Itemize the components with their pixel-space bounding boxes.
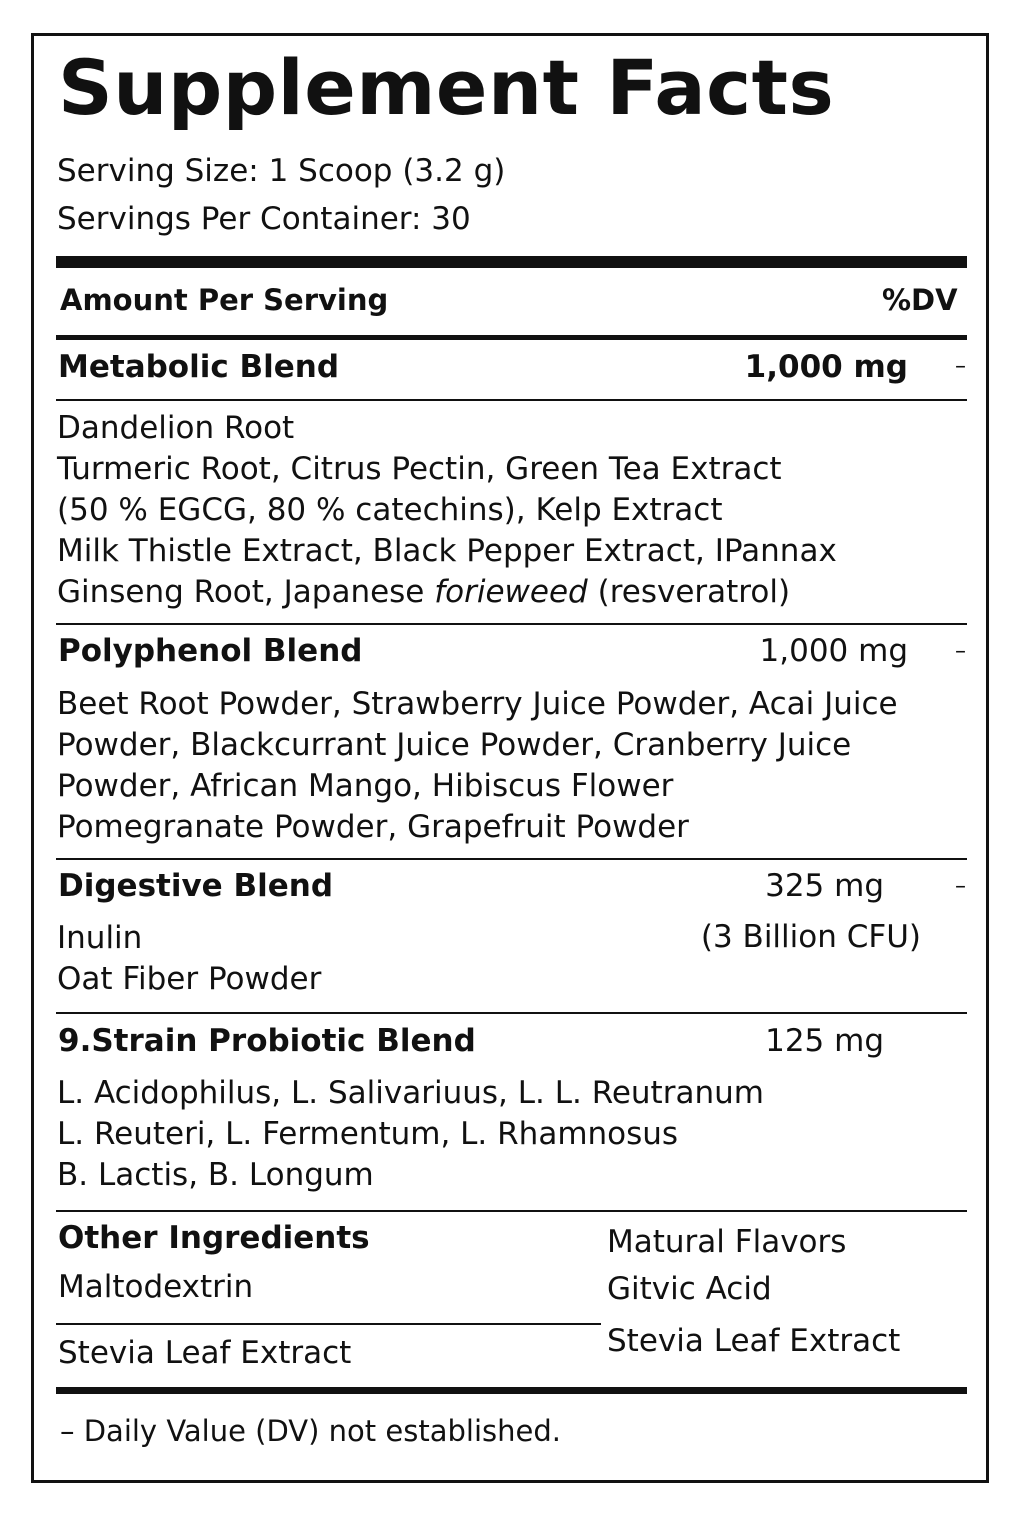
ingredient-line: Turmeric Root, Citrus Pectin, Green Tea Extract <box>57 451 782 487</box>
ingredient-line: Beet Root Powder, Strawberry Juice Powder, Acai Juice <box>57 686 898 722</box>
ingredient-line <box>57 572 837 613</box>
ingredient-line: (50 % EGCG, 80 % catechins), Kelp Extract <box>57 492 723 528</box>
blend-divider <box>56 1012 967 1014</box>
serving-size: Serving Size: 1 Scoop (3.2 g) <box>57 153 506 189</box>
blend-amount-probiotic: 125 mg <box>765 1023 884 1059</box>
footnote: – Daily Value (DV) not established. <box>60 1414 561 1448</box>
ingredient-text: (resveratrol) <box>587 574 791 610</box>
other-ingredient-left: Stevia Leaf Extract <box>58 1335 352 1371</box>
blend-name-polyphenol: Polyphenol Blend <box>58 633 363 669</box>
ingredient-line: Powder, African Mango, Hibiscus Flower <box>57 768 674 804</box>
ingredient-list-probiotic <box>57 1073 764 1196</box>
blend-divider <box>56 858 967 860</box>
ingredient-line: Inulin <box>57 920 143 956</box>
ingredient-list-digestive <box>57 918 321 1000</box>
dv-header: %DV <box>882 283 958 317</box>
ingredient-line: Milk Thistle Extract, Black Pepper Extract, IPannax <box>57 533 837 569</box>
thick-rule-bottom <box>56 1387 967 1394</box>
other-ingredient-right: Stevia Leaf Extract <box>607 1323 901 1359</box>
other-ingredient-left: Maltodextrin <box>58 1269 254 1305</box>
ingredient-line: Powder, Blackcurrant Juice Powder, Cranberry Juice <box>57 727 852 763</box>
label-title: Supplement Facts <box>58 43 835 132</box>
other-ingredient-right: Gitvic Acid <box>607 1271 772 1307</box>
other-divider <box>56 1323 601 1325</box>
other-ingredient-right: Matural Flavors <box>607 1224 847 1260</box>
blend-name-metabolic: Metabolic Blend <box>58 349 340 385</box>
thick-rule-top <box>56 256 967 268</box>
ingredient-list-polyphenol <box>57 684 898 848</box>
dv-dash-metabolic: – <box>955 354 966 379</box>
ingredient-line: L. Reuteri, L. Fermentum, L. Rhamnosus <box>57 1116 679 1152</box>
other-ingredients-heading: Other Ingredients <box>58 1220 370 1256</box>
ingredient-line: Oat Fiber Powder <box>57 961 322 997</box>
servings-per-container: Servings Per Container: 30 <box>57 201 471 237</box>
blend-amount-polyphenol: 1,000 mg <box>759 633 908 669</box>
ingredient-line: B. Lactis, B. Longum <box>57 1157 374 1193</box>
cfu-note: (3 Billion CFU) <box>700 919 921 955</box>
blend-amount-digestive: 325 mg <box>765 868 884 904</box>
blend-name-probiotic: 9.Strain Probiotic Blend <box>58 1023 476 1059</box>
ingredient-line: Pomegranate Powder, Grapefruit Powder <box>57 809 689 845</box>
blend-divider <box>56 623 967 625</box>
blend-divider <box>56 1210 967 1212</box>
dv-dash-polyphenol: – <box>955 639 966 664</box>
dv-dash-digestive: – <box>955 874 966 899</box>
blend-amount-metabolic: 1,000 mg <box>744 349 908 385</box>
ingredient-line: L. Acidophilus, L. Salivariuus, L. L. Reutranum <box>57 1075 764 1111</box>
blend-divider <box>56 399 967 401</box>
ingredient-list-metabolic <box>57 408 837 613</box>
blend-name-digestive: Digestive Blend <box>58 868 334 904</box>
amount-per-serving-header: Amount Per Serving <box>60 283 389 317</box>
ingredient-italic: forieweed <box>434 574 588 610</box>
ingredient-line: Dandelion Root <box>57 410 295 446</box>
ingredient-text: Ginseng Root, Japanese <box>57 574 435 610</box>
medium-rule <box>56 335 967 340</box>
